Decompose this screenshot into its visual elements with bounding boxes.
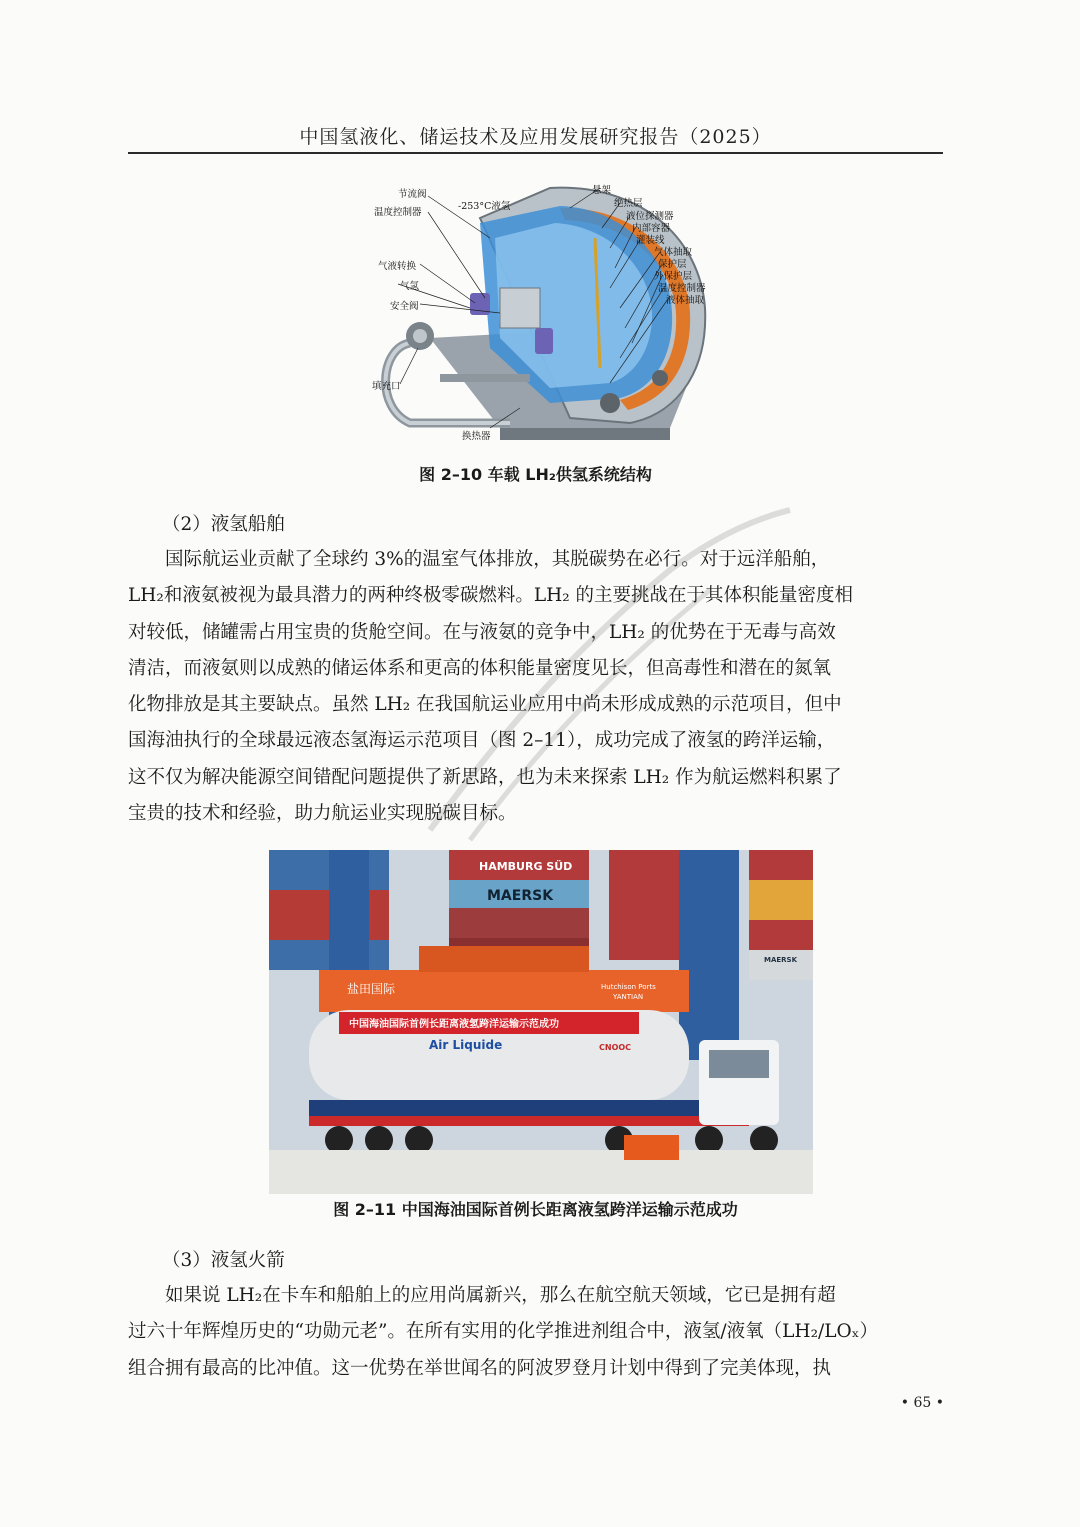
callout-gas-extraction: 气体抽取	[654, 247, 693, 258]
callout-gas-liquid-conversion: 气液转换	[378, 261, 417, 272]
figure-lh2-shipping-photo	[269, 850, 813, 1194]
text-line: 组合拥有最高的比冲值。这一优势在举世闻名的阿波罗登月计划中得到了完美体现，执	[128, 1357, 832, 1379]
air-liquide-logo: Air Liquide	[429, 1038, 503, 1052]
callout-filling-line: 灌装线	[636, 235, 665, 246]
cnooc-logo: CNOOC	[599, 1043, 632, 1052]
callout-temperature-controller: 温度控制器	[374, 207, 422, 218]
maersk-small-label: MAERSK	[764, 956, 798, 964]
hamburg-sud-label: HAMBURG SÜD	[479, 860, 573, 873]
text-line: 国海油执行的全球最远液态氢海运示范项目（图 2–11），成功完成了液氢的跨洋运输，	[128, 730, 836, 752]
callout-suspension: 悬架	[592, 185, 612, 196]
maersk-label: MAERSK	[487, 888, 554, 904]
section-heading-rockets: （3）液氢火箭	[162, 1250, 285, 1271]
paragraph-rockets	[128, 1278, 948, 1387]
text-line: 宝贵的技术和经验，助力航运业实现脱碳目标。	[128, 803, 517, 825]
section-heading-ships: （2）液氢船舶	[162, 514, 285, 535]
callout-filling-port: 填充口	[372, 381, 401, 392]
text-line: 化物排放是其主要缺点。虽然 LH₂ 在我国航运业应用中尚未形成成熟的示范项目，但中	[128, 694, 842, 716]
text-line: 清洁，而液氨则以成熟的储运体系和更高的体积能量密度见长，但高毒性和潜在的氮氧	[128, 657, 832, 679]
callout-level-detector: 液位探测器	[626, 211, 674, 222]
text-line: 国际航运业贡献了全球约 3%的温室气体排放，其脱碳势在必行。对于远洋船舶，	[165, 549, 830, 570]
text-line: 过六十年辉煌历史的“功勋元老”。在所有实用的化学推进剂组合中，液氢/液氧（LH₂/LOₓ）	[128, 1321, 879, 1343]
hutchison-label: Hutchison Ports	[601, 983, 656, 991]
yantian-cn-label: 盐田国际	[347, 982, 396, 996]
callout-liquid-extraction: 液体抽取	[666, 295, 705, 306]
running-header: 中国氢液化、储运技术及应用发展研究报告（2025）	[299, 126, 772, 148]
callout-liquid-hydrogen: -253°C液氢	[458, 201, 511, 212]
text-line: LH₂和液氨被视为最具潜力的两种终极零碳燃料。LH₂ 的主要挑战在于其体积能量密度相	[128, 585, 854, 607]
paragraph-ships	[128, 542, 948, 832]
text-line: 对较低，储罐需占用宝贵的货舱空间。在与液氨的竞争中，LH₂ 的优势在于无毒与高效	[128, 621, 836, 643]
header-rule	[128, 152, 943, 154]
callout-safety-valve: 安全阀	[390, 301, 419, 312]
yantian-en-label: YANTIAN	[613, 993, 644, 1001]
callout-gas-hydrogen: 气氢	[400, 281, 420, 292]
callout-temperature-controller-2: 温度控制器	[658, 283, 706, 294]
port-container-photo	[269, 850, 813, 1194]
callout-heat-exchanger: 换热器	[462, 431, 491, 442]
text-line: 这不仅为解决能源空间错配问题提供了新思路，也为未来探索 LH₂ 作为航运燃料积累了	[128, 766, 842, 788]
callout-insulation: 绝热层	[614, 198, 643, 209]
figure-2-11-caption: 图 2–11 中国海油国际首例长距离液氢跨洋运输示范成功	[333, 1200, 738, 1219]
figure-2-10-caption: 图 2–10 车载 LH₂供氢系统结构	[419, 465, 652, 484]
callout-protective-layer: 保护层	[658, 259, 687, 270]
text-line: 如果说 LH₂在卡车和船舶上的应用尚属新兴，那么在航空航天领域，它已是拥有超	[165, 1285, 836, 1306]
page-number: • 65 •	[900, 1395, 944, 1411]
callout-inner-container: 内部容器	[632, 223, 671, 234]
callout-outer-protective-layer: 外保护层	[654, 271, 693, 282]
banner-text: 中国海油国际首例长距离液氢跨洋运输示范成功	[349, 1019, 559, 1030]
figure-lh2-supply-system	[370, 178, 720, 453]
callout-throttle-valve: 节流阀	[398, 189, 427, 200]
